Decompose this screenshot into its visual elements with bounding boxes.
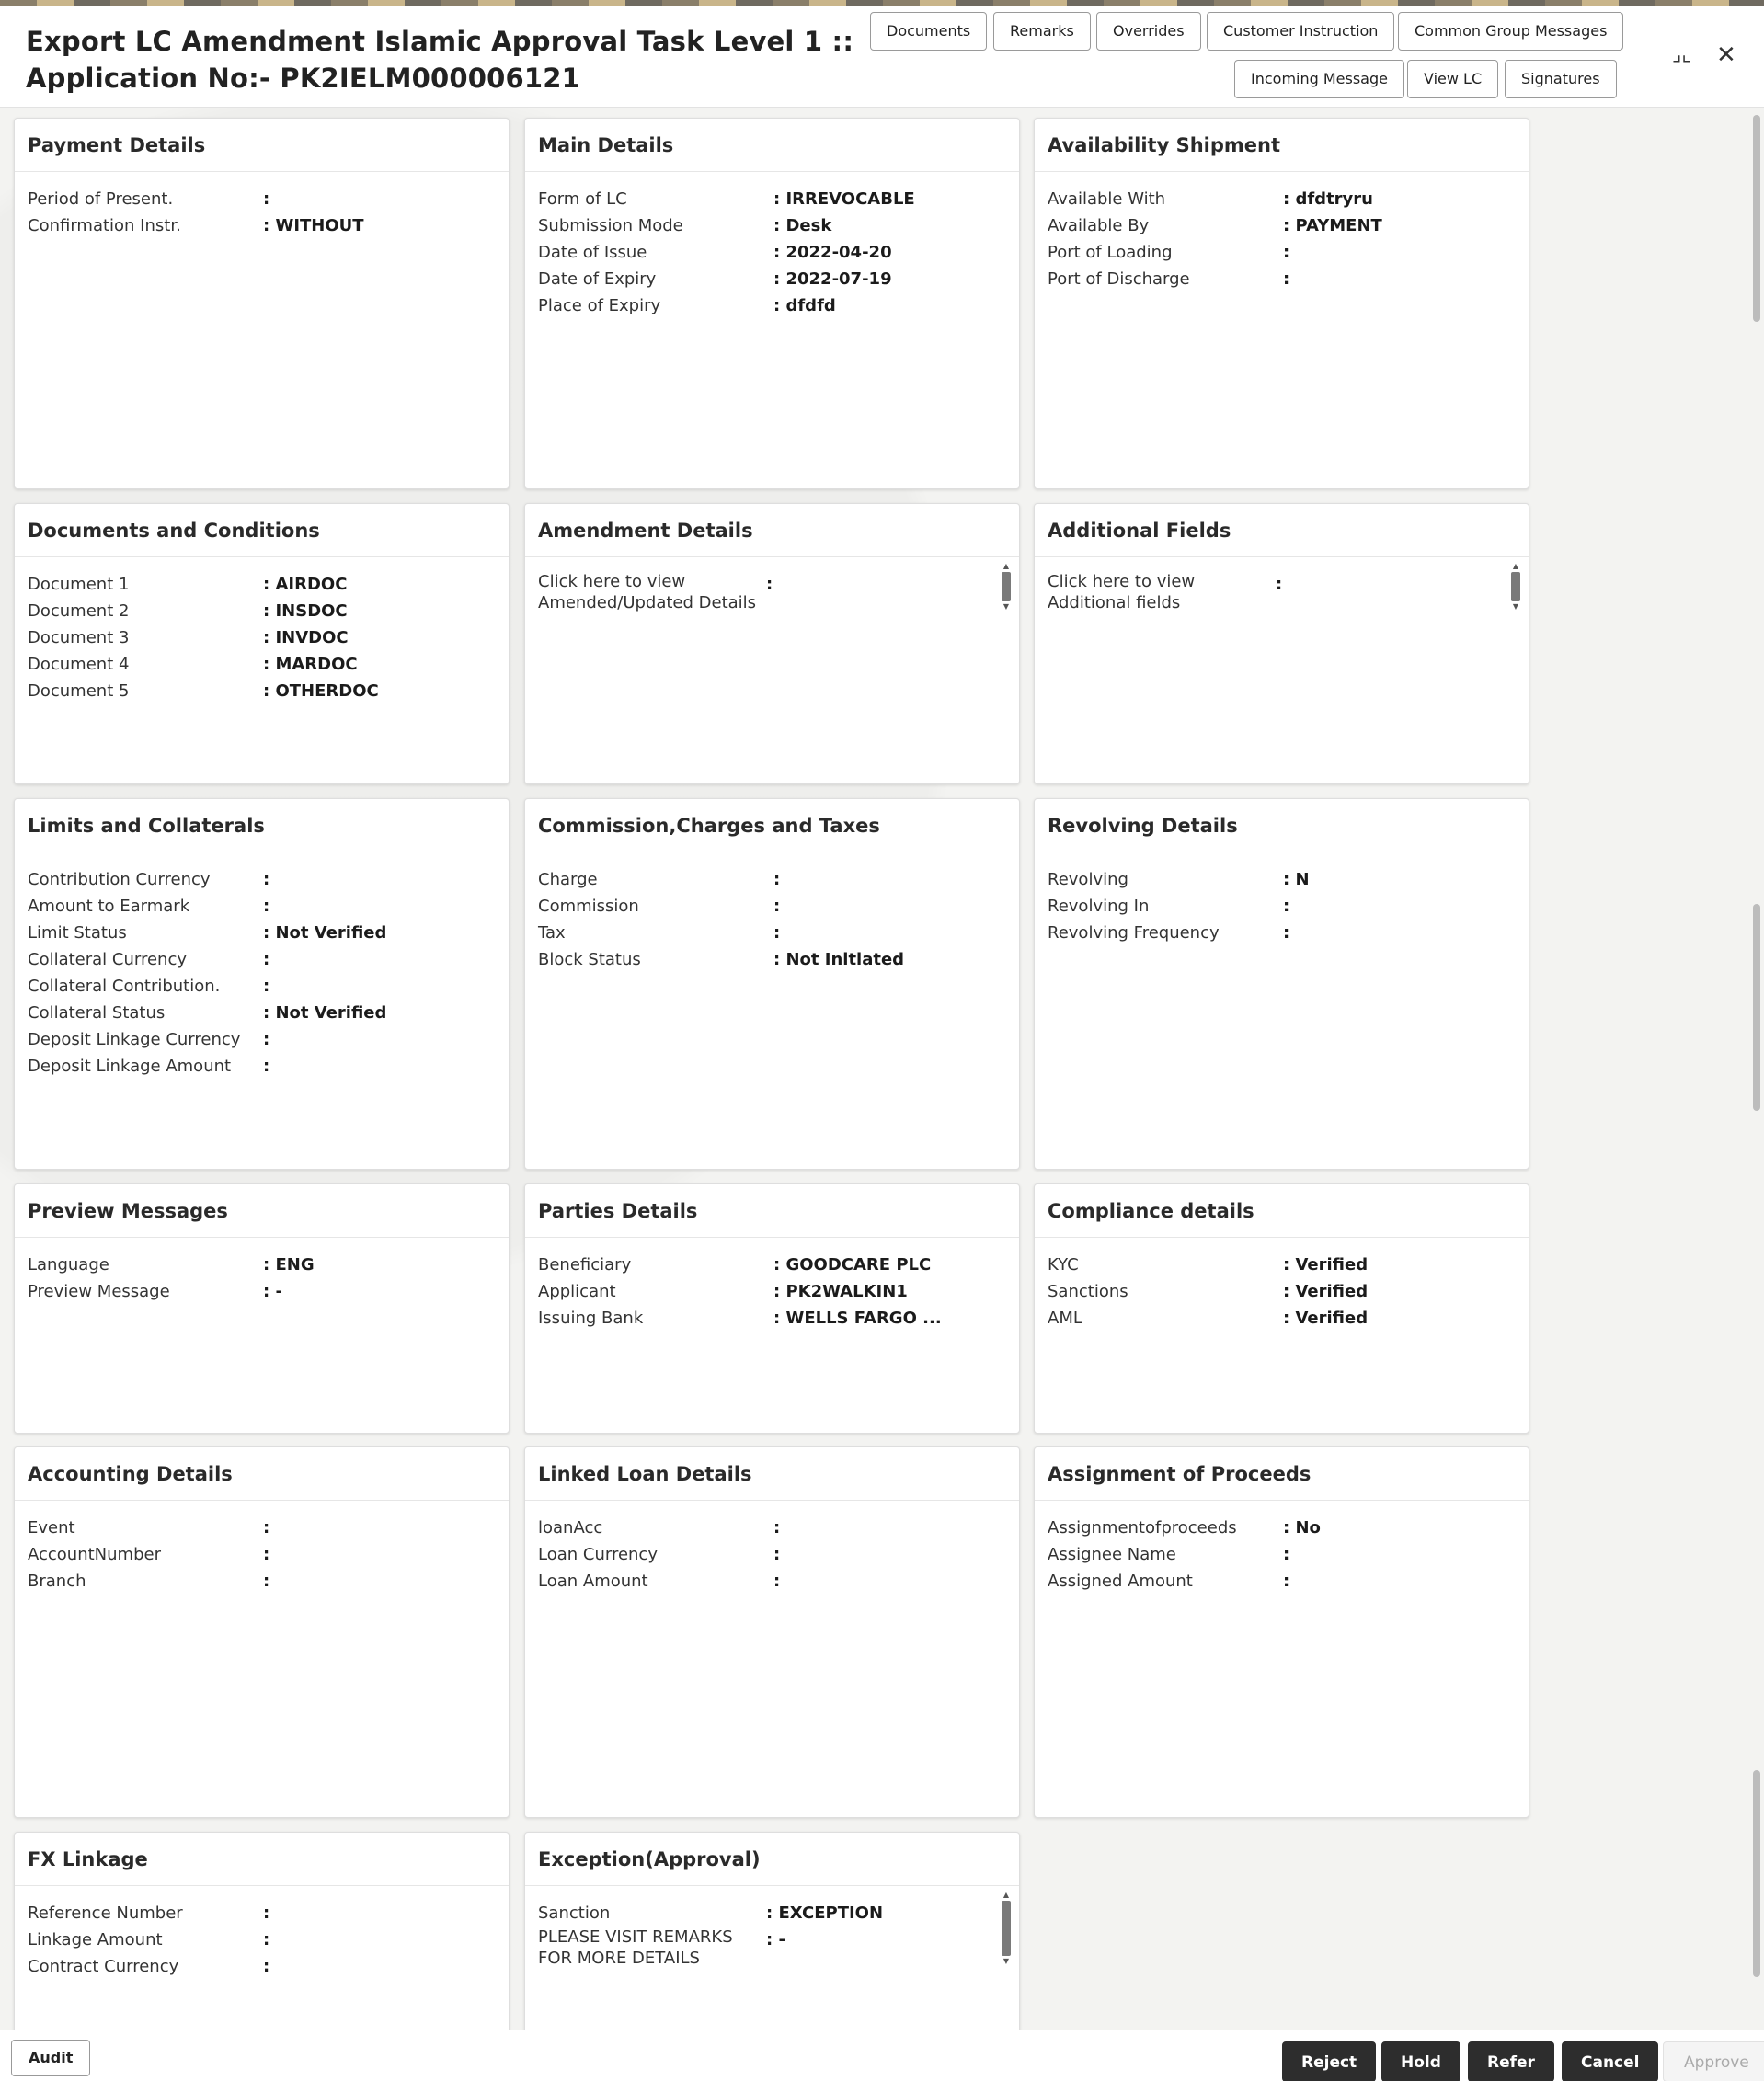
field-value: : Desk [773, 216, 832, 235]
field-label: Revolving [1048, 870, 1128, 889]
detail-row [538, 186, 1006, 212]
page-header [0, 6, 1764, 108]
scroll-down-arrow-icon[interactable]: ▼ [1002, 602, 1010, 611]
detail-row [538, 866, 1006, 893]
detail-row [28, 946, 496, 973]
field-value: : Not Initiated [773, 950, 905, 969]
detail-row [1048, 866, 1516, 893]
card-title: Accounting Details [15, 1447, 509, 1501]
scroll-up-arrow-icon[interactable]: ▲ [1002, 562, 1010, 570]
field-value: : [263, 1957, 270, 1976]
common-group-messages-button[interactable]: Common Group Messages [1398, 12, 1623, 51]
detail-row [28, 1568, 496, 1595]
field-value: : [263, 189, 270, 209]
field-label: Deposit Linkage Amount [28, 1057, 232, 1076]
card-title: Payment Details [15, 119, 509, 172]
field-label: Beneficiary [538, 1255, 632, 1275]
field-value: : [263, 1030, 270, 1049]
card-title: Assignment of Proceeds [1035, 1447, 1529, 1501]
field-value: : [1283, 243, 1290, 262]
field-label: AccountNumber [28, 1545, 161, 1564]
field-value: : Verified [1283, 1309, 1369, 1328]
field-label: Block Status [538, 950, 641, 969]
detail-row [1048, 186, 1516, 212]
field-label: Tax [538, 923, 566, 943]
detail-row [28, 598, 496, 624]
field-label: Commission [538, 897, 639, 916]
field-label: Loan Currency [538, 1545, 658, 1564]
field-value: : 2022-04-20 [773, 243, 892, 262]
field-label: PLEASE VISIT REMARKS FOR MORE DETAILS [538, 1927, 733, 1968]
title-line-1: Export LC Amendment Islamic Approval Task Level 1 :: [26, 26, 854, 57]
field-label: Assigned Amount [1048, 1572, 1193, 1591]
field-label: Linkage Amount [28, 1930, 163, 1950]
card-title: Main Details [525, 119, 1019, 172]
field-label: Date of Issue [538, 243, 647, 262]
field-label: Loan Amount [538, 1572, 648, 1591]
field-label: Submission Mode [538, 216, 683, 235]
field-value: : [773, 870, 781, 889]
field-label: Document 3 [28, 628, 130, 647]
field-value: : Not Verified [263, 923, 387, 943]
documents-conditions-card [14, 503, 510, 784]
detail-row [538, 1252, 1006, 1278]
scrollbar-thumb-2[interactable] [1753, 904, 1760, 1111]
detail-row [538, 212, 1006, 239]
field-value: : [1283, 1572, 1290, 1591]
field-value: : No [1283, 1518, 1321, 1538]
field-value: : - [263, 1282, 282, 1301]
scrollbar-thumb-1[interactable] [1753, 115, 1760, 322]
close-icon[interactable]: ✕ [1716, 41, 1736, 69]
customer-instruction-button[interactable]: Customer Instruction [1207, 12, 1394, 51]
field-value: : dfdtryru [1283, 189, 1373, 209]
detail-row [28, 1026, 496, 1053]
detail-row [28, 651, 496, 678]
linked-loan-details-card [524, 1446, 1020, 1818]
field-value: : [773, 897, 781, 916]
field-label: Amount to Earmark [28, 897, 190, 916]
field-label: Contract Currency [28, 1957, 179, 1976]
field-value: : Not Verified [263, 1003, 387, 1023]
detail-row [28, 1053, 496, 1080]
exception-approval-card [524, 1832, 1020, 2039]
card-title: Commission,Charges and Taxes [525, 799, 1019, 852]
field-label: Document 2 [28, 601, 130, 621]
assignment-proceeds-card [1034, 1446, 1529, 1818]
field-value: : AIRDOC [263, 575, 348, 594]
approve-button[interactable]: Approve [1663, 2041, 1764, 2081]
card-title: Revolving Details [1035, 799, 1529, 852]
field-value: : Verified [1283, 1282, 1369, 1301]
amended-details-link-row[interactable] [538, 571, 1006, 613]
detail-row [28, 866, 496, 893]
field-label: Document 1 [28, 575, 130, 594]
field-value: : PAYMENT [1283, 216, 1382, 235]
refer-button[interactable]: Refer [1468, 2041, 1554, 2081]
title-line-2: Application No:- PK2IELM000006121 [26, 63, 581, 94]
field-value: : [1283, 1545, 1290, 1564]
field-label: Sanctions [1048, 1282, 1128, 1301]
overrides-button[interactable]: Overrides [1096, 12, 1201, 51]
field-label: Form of LC [538, 189, 627, 209]
card-title: Availability Shipment [1035, 119, 1529, 172]
field-label: Collateral Status [28, 1003, 166, 1023]
mini-scrollbar[interactable] [1510, 563, 1521, 614]
detail-row [538, 1305, 1006, 1332]
field-label: Applicant [538, 1282, 616, 1301]
field-label: Branch [28, 1572, 86, 1591]
field-label: Document 5 [28, 681, 130, 701]
detail-row [538, 239, 1006, 266]
revolving-details-card [1034, 798, 1529, 1170]
detail-row [1048, 1541, 1516, 1568]
field-label: Date of Expiry [538, 269, 657, 289]
detail-row [28, 1927, 496, 1953]
minimize-icon[interactable]: ⌟⌞ [1672, 43, 1691, 66]
field-label: loanAcc [538, 1518, 603, 1538]
limits-collaterals-card [14, 798, 510, 1170]
field-value: : INVDOC [263, 628, 349, 647]
additional-fields-link[interactable]: Click here to view Additional fields [1048, 572, 1196, 612]
field-value: : ENG [263, 1255, 315, 1275]
field-label: Sanction [538, 1904, 611, 1923]
view-lc-button[interactable]: View LC [1407, 60, 1498, 98]
field-value: : [1283, 923, 1290, 943]
field-label: Place of Expiry [538, 296, 661, 315]
detail-row [28, 1541, 496, 1568]
field-value: : [766, 575, 773, 594]
top-decorative-strip [0, 0, 1764, 6]
scroll-up-arrow-icon[interactable]: ▲ [1512, 562, 1519, 570]
detail-row [28, 1515, 496, 1541]
field-value: : [263, 977, 270, 996]
field-value: : WELLS FARGO ... [773, 1309, 942, 1328]
field-label: Deposit Linkage Currency [28, 1030, 241, 1049]
documents-button[interactable]: Documents [870, 12, 987, 51]
mini-scrollbar[interactable] [1001, 1892, 1012, 1969]
detail-row [1048, 893, 1516, 920]
field-value: : - [766, 1930, 785, 1950]
detail-row [28, 1000, 496, 1026]
field-label: Document 4 [28, 655, 130, 674]
page-title [26, 23, 853, 97]
field-value: : [263, 1930, 270, 1950]
field-label: Port of Discharge [1048, 269, 1190, 289]
detail-row [538, 1541, 1006, 1568]
field-value: : [773, 1545, 781, 1564]
compliance-details-card [1034, 1183, 1529, 1434]
detail-row [28, 1900, 496, 1927]
detail-row [538, 266, 1006, 292]
remarks-button[interactable]: Remarks [993, 12, 1091, 51]
field-label: KYC [1048, 1255, 1079, 1275]
scroll-down-arrow-icon[interactable]: ▼ [1002, 1957, 1010, 1965]
commission-charges-card [524, 798, 1020, 1170]
signatures-button[interactable]: Signatures [1505, 60, 1617, 98]
hold-button[interactable]: Hold [1381, 2041, 1460, 2081]
field-value: : IRREVOCABLE [773, 189, 915, 209]
detail-row [28, 624, 496, 651]
detail-row [28, 1278, 496, 1305]
card-title: Preview Messages [15, 1184, 509, 1238]
field-value: : [773, 923, 781, 943]
field-value: : EXCEPTION [766, 1904, 884, 1923]
reject-button[interactable]: Reject [1282, 2041, 1376, 2081]
main-details-card [524, 118, 1020, 489]
detail-row [1048, 920, 1516, 946]
detail-row [1048, 1515, 1516, 1541]
field-value: : MARDOC [263, 655, 358, 674]
detail-row [538, 920, 1006, 946]
detail-row [538, 1278, 1006, 1305]
field-label: Language [28, 1255, 109, 1275]
field-label: Collateral Currency [28, 950, 187, 969]
fx-linkage-card [14, 1832, 510, 2039]
field-value: : [263, 950, 270, 969]
field-label: Available By [1048, 216, 1150, 235]
detail-row [28, 186, 496, 212]
detail-row [538, 292, 1006, 319]
detail-row [28, 571, 496, 598]
field-label: Revolving In [1048, 897, 1150, 916]
field-label: Limit Status [28, 923, 127, 943]
field-value: : [1283, 897, 1290, 916]
field-value: : [773, 1572, 781, 1591]
detail-row [28, 973, 496, 1000]
detail-row [28, 1953, 496, 1980]
field-label: Revolving Frequency [1048, 923, 1220, 943]
detail-row [1048, 212, 1516, 239]
field-label: Contribution Currency [28, 870, 211, 889]
field-value: : N [1283, 870, 1310, 889]
mini-scrollbar[interactable] [1001, 563, 1012, 614]
detail-row [1048, 1278, 1516, 1305]
amended-details-link[interactable]: Click here to view Amended/Updated Details [538, 572, 757, 612]
field-value: : [1276, 575, 1283, 594]
field-label: Confirmation Instr. [28, 216, 181, 235]
detail-row [538, 946, 1006, 973]
field-value: : INSDOC [263, 601, 348, 621]
field-value: : PK2WALKIN1 [773, 1282, 908, 1301]
field-value: : WITHOUT [263, 216, 364, 235]
field-label: Assignmentofproceeds [1048, 1518, 1237, 1538]
action-footer [0, 2030, 1764, 2081]
detail-row [28, 678, 496, 704]
availability-shipment-card [1034, 118, 1529, 489]
detail-row [1048, 239, 1516, 266]
incoming-message-button[interactable]: Incoming Message [1234, 60, 1404, 98]
field-label: Charge [538, 870, 598, 889]
additional-fields-link-row[interactable] [1048, 571, 1516, 613]
audit-button[interactable]: Audit [11, 2040, 90, 2076]
card-title: Linked Loan Details [525, 1447, 1019, 1501]
amendment-details-card [524, 503, 1020, 784]
accounting-details-card [14, 1446, 510, 1818]
mini-scrollbar-thumb[interactable] [1002, 1901, 1011, 1956]
scroll-up-arrow-icon[interactable]: ▲ [1002, 1891, 1010, 1899]
additional-fields-card [1034, 503, 1529, 784]
card-title: Amendment Details [525, 504, 1019, 557]
card-title: Limits and Collaterals [15, 799, 509, 852]
detail-row [28, 212, 496, 239]
detail-row [538, 1927, 1006, 1969]
field-label: Collateral Contribution. [28, 977, 221, 996]
payment-details-card [14, 118, 510, 489]
field-label: Event [28, 1518, 75, 1538]
scroll-down-arrow-icon[interactable]: ▼ [1512, 602, 1519, 611]
detail-row [28, 920, 496, 946]
card-title: Documents and Conditions [15, 504, 509, 557]
detail-row [1048, 266, 1516, 292]
detail-row [1048, 1305, 1516, 1332]
field-label: Issuing Bank [538, 1309, 644, 1328]
card-title: Compliance details [1035, 1184, 1529, 1238]
detail-row [28, 893, 496, 920]
detail-row [538, 1568, 1006, 1595]
card-title: Parties Details [525, 1184, 1019, 1238]
scrollbar-thumb-3[interactable] [1753, 1770, 1760, 1977]
page-scrollbar[interactable] [1751, 115, 1760, 2032]
field-label: Period of Present. [28, 189, 174, 209]
field-value: : [263, 1057, 270, 1076]
field-value: : [263, 897, 270, 916]
card-title: FX Linkage [15, 1833, 509, 1886]
field-label: Available With [1048, 189, 1166, 209]
field-label: AML [1048, 1309, 1082, 1328]
detail-row [28, 1252, 496, 1278]
field-value: : GOODCARE PLC [773, 1255, 932, 1275]
field-label: Reference Number [28, 1904, 183, 1923]
field-value: : [773, 1518, 781, 1538]
field-label: Assignee Name [1048, 1545, 1176, 1564]
detail-row [538, 1515, 1006, 1541]
field-value: : Verified [1283, 1255, 1369, 1275]
field-value: : [263, 1572, 270, 1591]
card-title: Exception(Approval) [525, 1833, 1019, 1886]
card-title: Additional Fields [1035, 504, 1529, 557]
field-value: : [263, 1518, 270, 1538]
detail-row [538, 1900, 1006, 1927]
preview-messages-card [14, 1183, 510, 1434]
field-label: Preview Message [28, 1282, 170, 1301]
field-value: : 2022-07-19 [773, 269, 892, 289]
field-value: : [1283, 269, 1290, 289]
cancel-button[interactable]: Cancel [1562, 2041, 1658, 2081]
detail-row [1048, 1252, 1516, 1278]
mini-scrollbar-thumb[interactable] [1002, 572, 1011, 601]
detail-row [1048, 1568, 1516, 1595]
field-label: Port of Loading [1048, 243, 1173, 262]
parties-details-card [524, 1183, 1020, 1434]
field-value: : [263, 1545, 270, 1564]
field-value: : [263, 870, 270, 889]
field-value: : dfdfd [773, 296, 836, 315]
field-value: : [263, 1904, 270, 1923]
detail-row [538, 893, 1006, 920]
field-value: : OTHERDOC [263, 681, 379, 701]
mini-scrollbar-thumb[interactable] [1511, 572, 1520, 601]
